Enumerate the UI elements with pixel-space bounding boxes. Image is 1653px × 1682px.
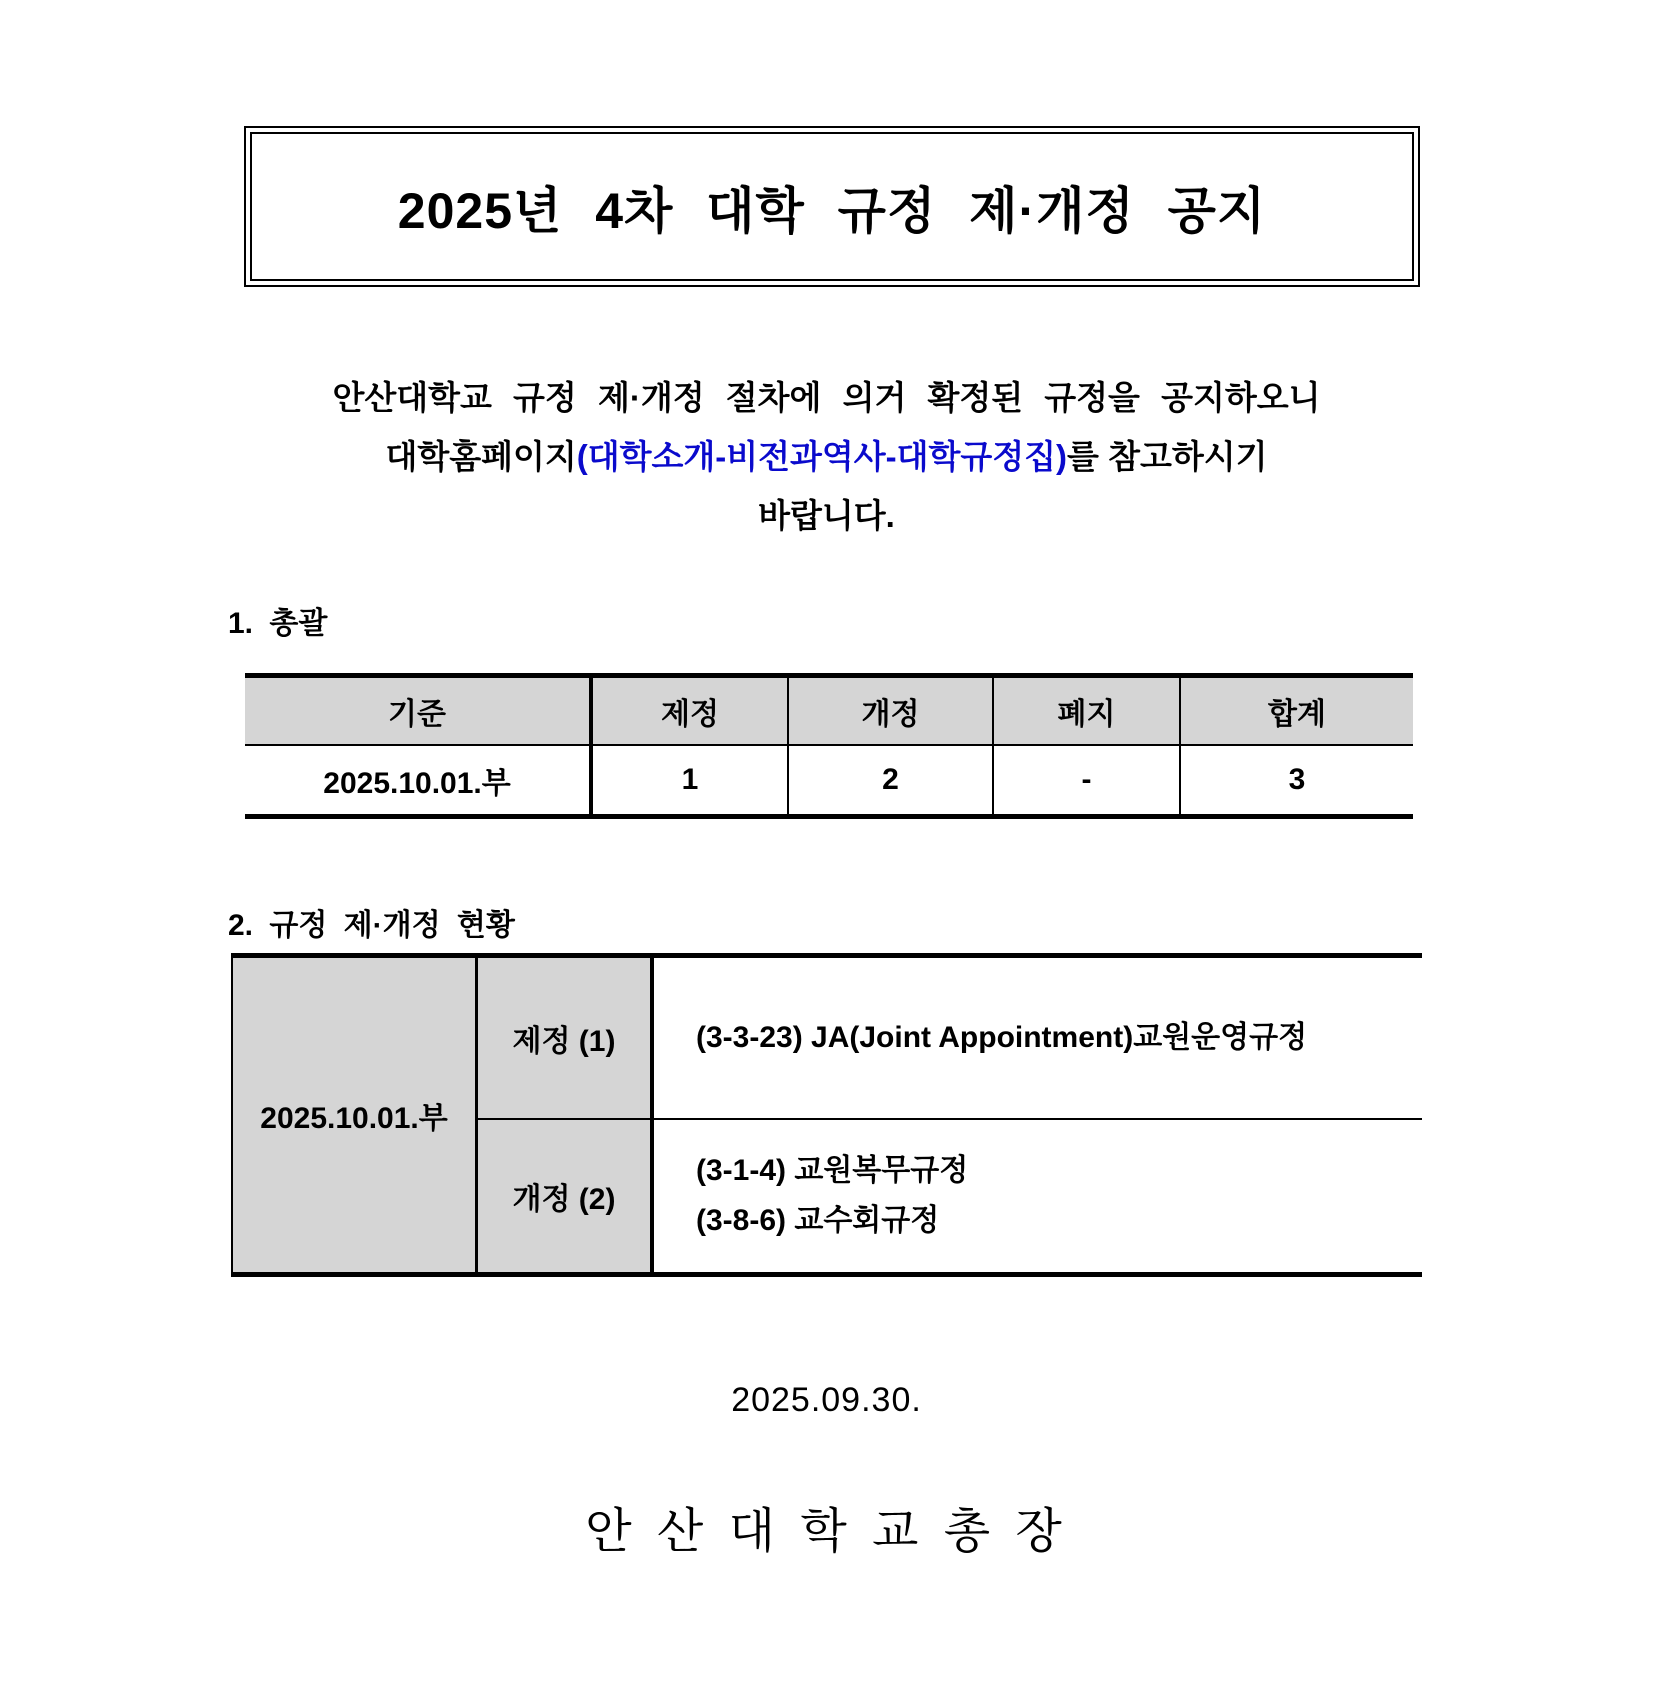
detail-row-enacted (478, 958, 1422, 1120)
detail-table-right (478, 958, 1422, 1272)
intro-line2-prefix: 대학홈페이지 (385, 438, 577, 475)
summary-value-abolished: - (994, 746, 1181, 814)
signature-president: 안 산 대 학 교 총 장 (585, 1505, 1068, 1558)
intro-line-1: 안산대학교 규정 제·개정 절차에 의거 확정된 규정을 공지하오니 (332, 379, 1321, 416)
regulation-item: (3-8-6) 교수회규정 (696, 1204, 940, 1237)
detail-items-amended (654, 1120, 1422, 1272)
summary-value-total: 3 (1288, 763, 1306, 796)
detail-type-enacted: 제정 (1) (478, 958, 654, 1118)
detail-row-amended (478, 1120, 1422, 1272)
section2-heading: 2. 규정 제·개정 현황 (228, 909, 515, 942)
document-title: 2025년 4차 대학 규정 제·개정 공지 (397, 182, 1267, 239)
summary-header-enacted: 제정 (593, 678, 789, 744)
homepage-menu-path: (대학소개-비전과역사-대학규정집) (576, 438, 1068, 475)
summary-value-enacted: 1 (593, 746, 789, 814)
summary-header-total: 합계 (1268, 698, 1326, 731)
summary-table-header-row (245, 678, 1413, 746)
summary-value-amended: 2 (789, 746, 994, 814)
summary-header-amended: 개정 (789, 678, 994, 744)
summary-header-abolished: 폐지 (994, 678, 1181, 744)
detail-type-amended: 개정 (2) (478, 1120, 654, 1272)
regulation-item: (3-3-23) JA(Joint Appointment)교원운영규정 (696, 1021, 1308, 1054)
summary-table-data-row (245, 746, 1413, 814)
title-box (244, 126, 1420, 287)
detail-items-enacted (654, 958, 1422, 1118)
detail-table (231, 953, 1422, 1277)
regulation-item: (3-1-4) 교원복무규정 (696, 1154, 969, 1187)
detail-effective-date-cell: 2025.10.01.부 (233, 958, 478, 1272)
intro-line2-suffix: 를 참고하시기 (1067, 438, 1268, 475)
intro-paragraph (0, 368, 1653, 545)
summary-header-standard: 기준 (245, 678, 593, 744)
intro-line-2 (0, 427, 1653, 486)
summary-table (245, 673, 1413, 819)
section1-heading: 1. 총괄 (228, 607, 328, 640)
title-box-inner-border (250, 132, 1414, 281)
intro-line-3: 바랍니다. (758, 497, 895, 534)
issue-date: 2025.09.30. (731, 1381, 922, 1419)
summary-value-standard: 2025.10.01.부 (245, 746, 593, 814)
